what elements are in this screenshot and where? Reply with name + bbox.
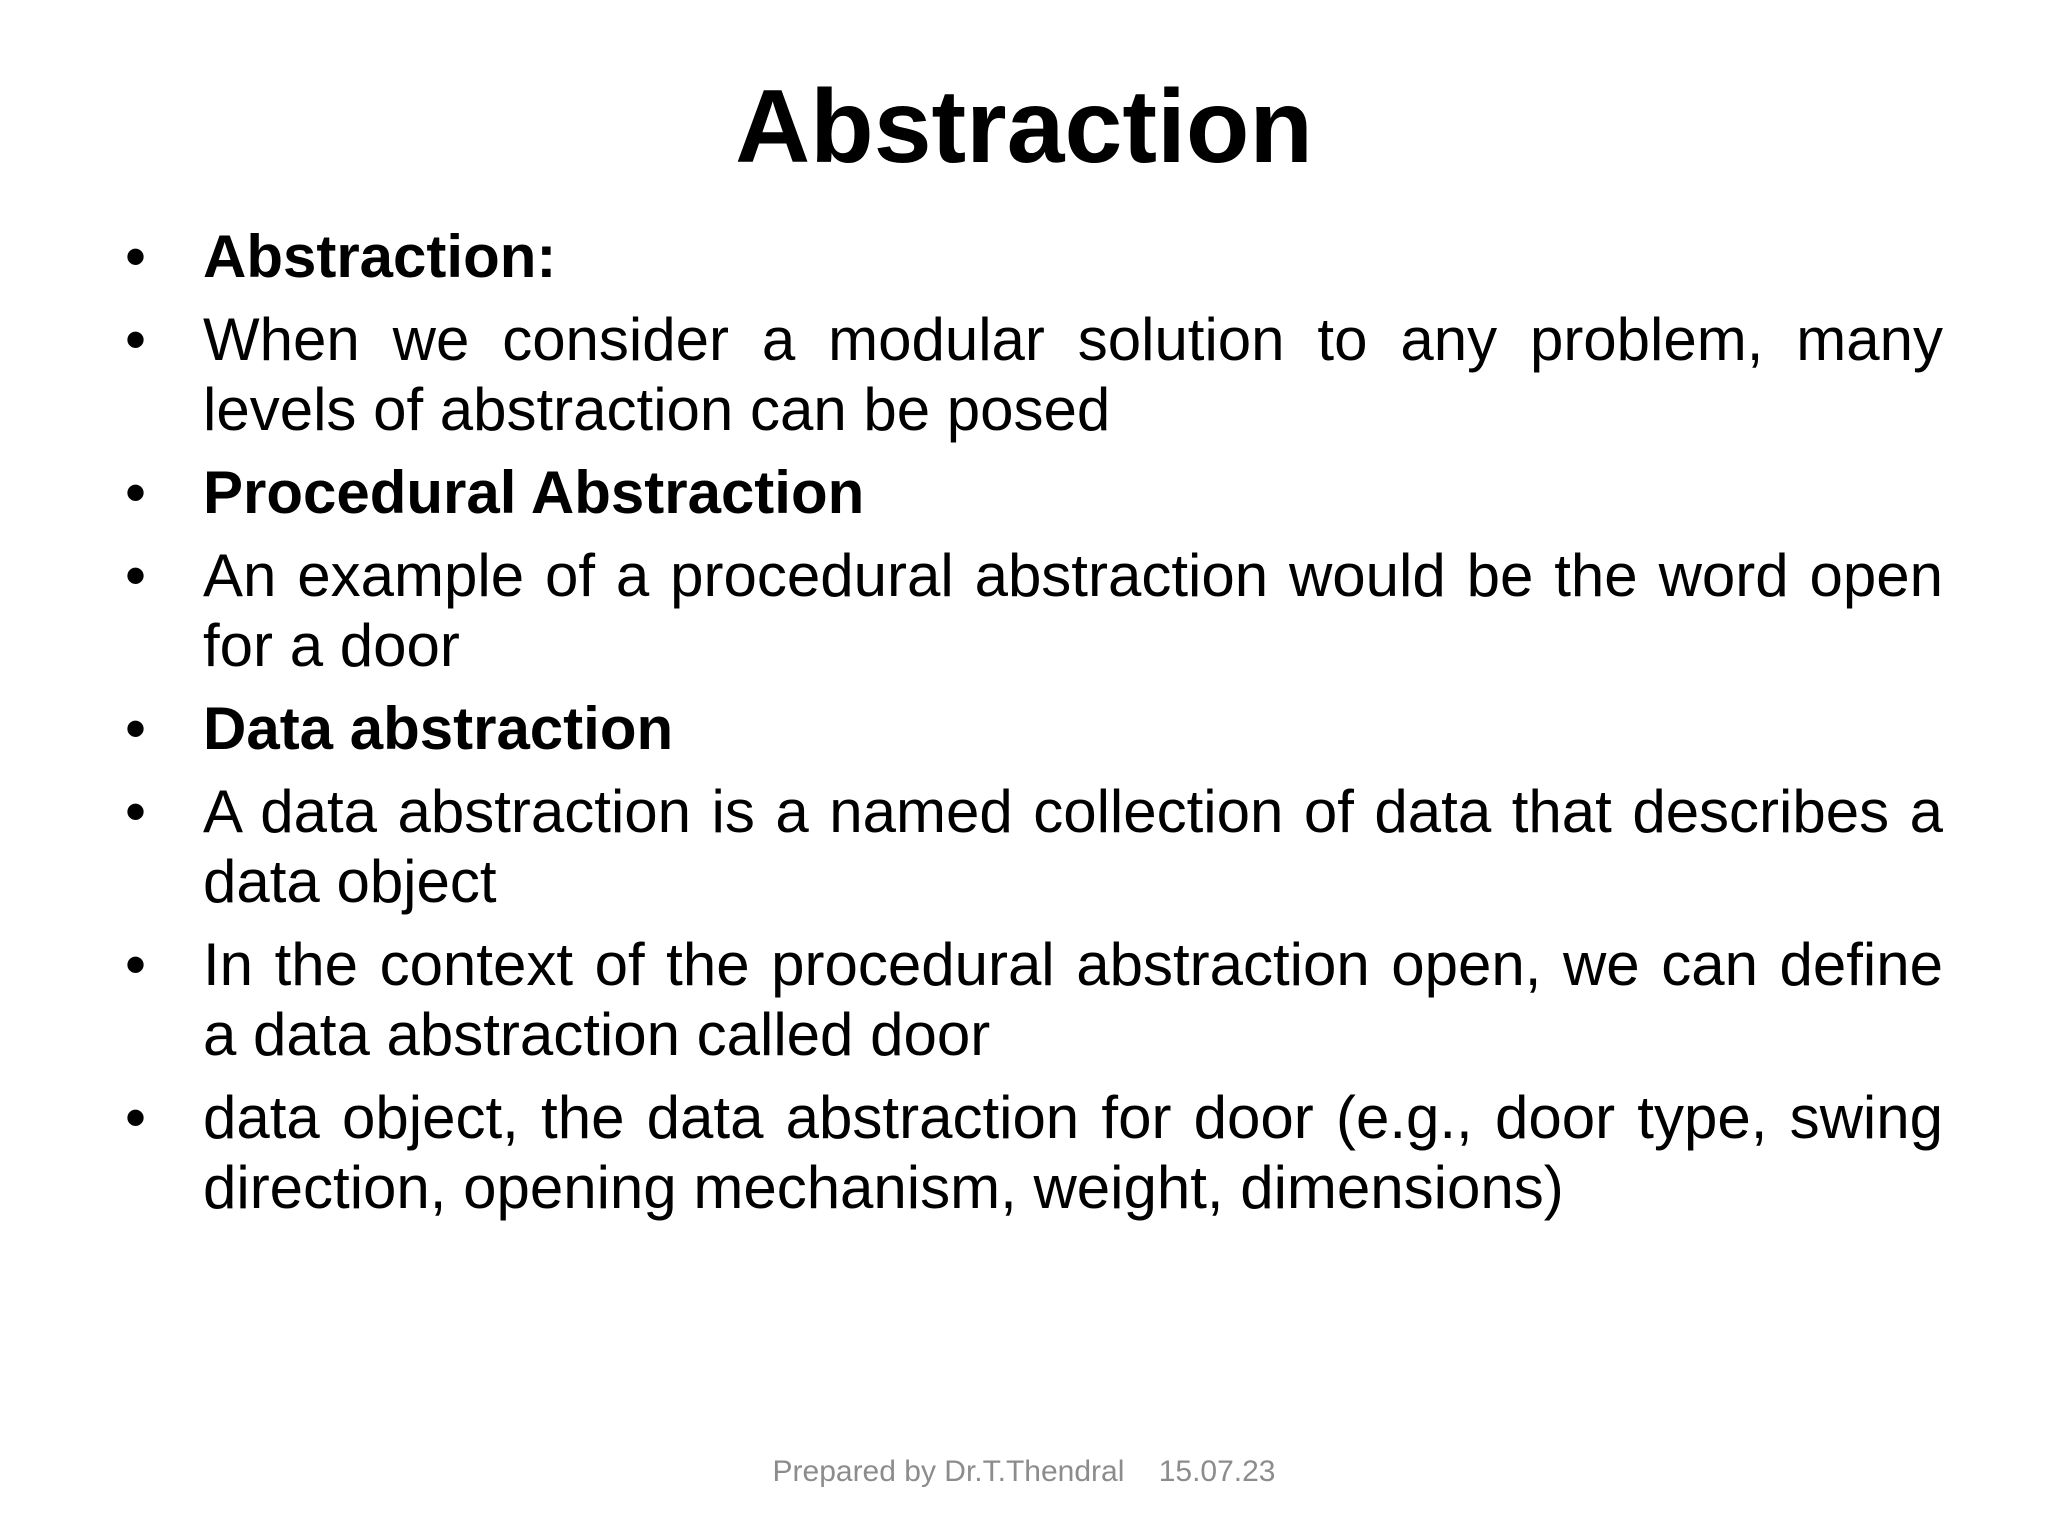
bullet-text: data object, the data abstraction for door (e.g., door type, swing direction, opening mechanism, weight, dimensions) — [203, 1084, 1943, 1221]
footer-date: 15.07.23 — [1158, 1455, 1276, 1488]
footer-author: Prepared by Dr.T.Thendral — [772, 1455, 1125, 1488]
bullet-text: A data abstraction is a named collection of data that describes a data object — [203, 778, 1943, 915]
bullet-item-abstraction-heading — [125, 222, 1943, 292]
bullet-text: Data abstraction — [203, 695, 674, 762]
slide-title: Abstraction — [735, 69, 1313, 185]
bullet-item-procedural-heading — [125, 458, 1943, 528]
bullet-text: Procedural Abstraction — [203, 459, 865, 526]
bullet-icon: • — [125, 542, 147, 609]
bullet-item-procedural-example — [125, 541, 1943, 681]
bullet-icon: • — [125, 931, 147, 998]
slide-footer — [0, 1452, 2048, 1492]
bullet-icon: • — [125, 459, 147, 526]
bullet-text: An example of a procedural abstraction would be the word open for a door — [203, 542, 1943, 679]
bullet-item-door-context — [125, 930, 1943, 1070]
bullet-text: In the context of the procedural abstraction open, we can define a data abstraction called door — [203, 931, 1943, 1068]
bullet-item-data-heading — [125, 694, 1943, 764]
bullet-item-modular-solution — [125, 305, 1943, 445]
bullet-icon: • — [125, 778, 147, 845]
bullet-text: Abstraction: — [203, 223, 557, 290]
bullet-item-door-attributes — [125, 1083, 1943, 1223]
bullet-list — [125, 222, 1943, 1236]
bullet-icon: • — [125, 1084, 147, 1151]
bullet-icon: • — [125, 695, 147, 762]
bullet-text: When we consider a modular solution to any problem, many levels of abstraction can be posed — [203, 306, 1943, 443]
bullet-icon: • — [125, 223, 147, 290]
bullet-icon: • — [125, 306, 147, 373]
bullet-item-data-definition — [125, 777, 1943, 917]
